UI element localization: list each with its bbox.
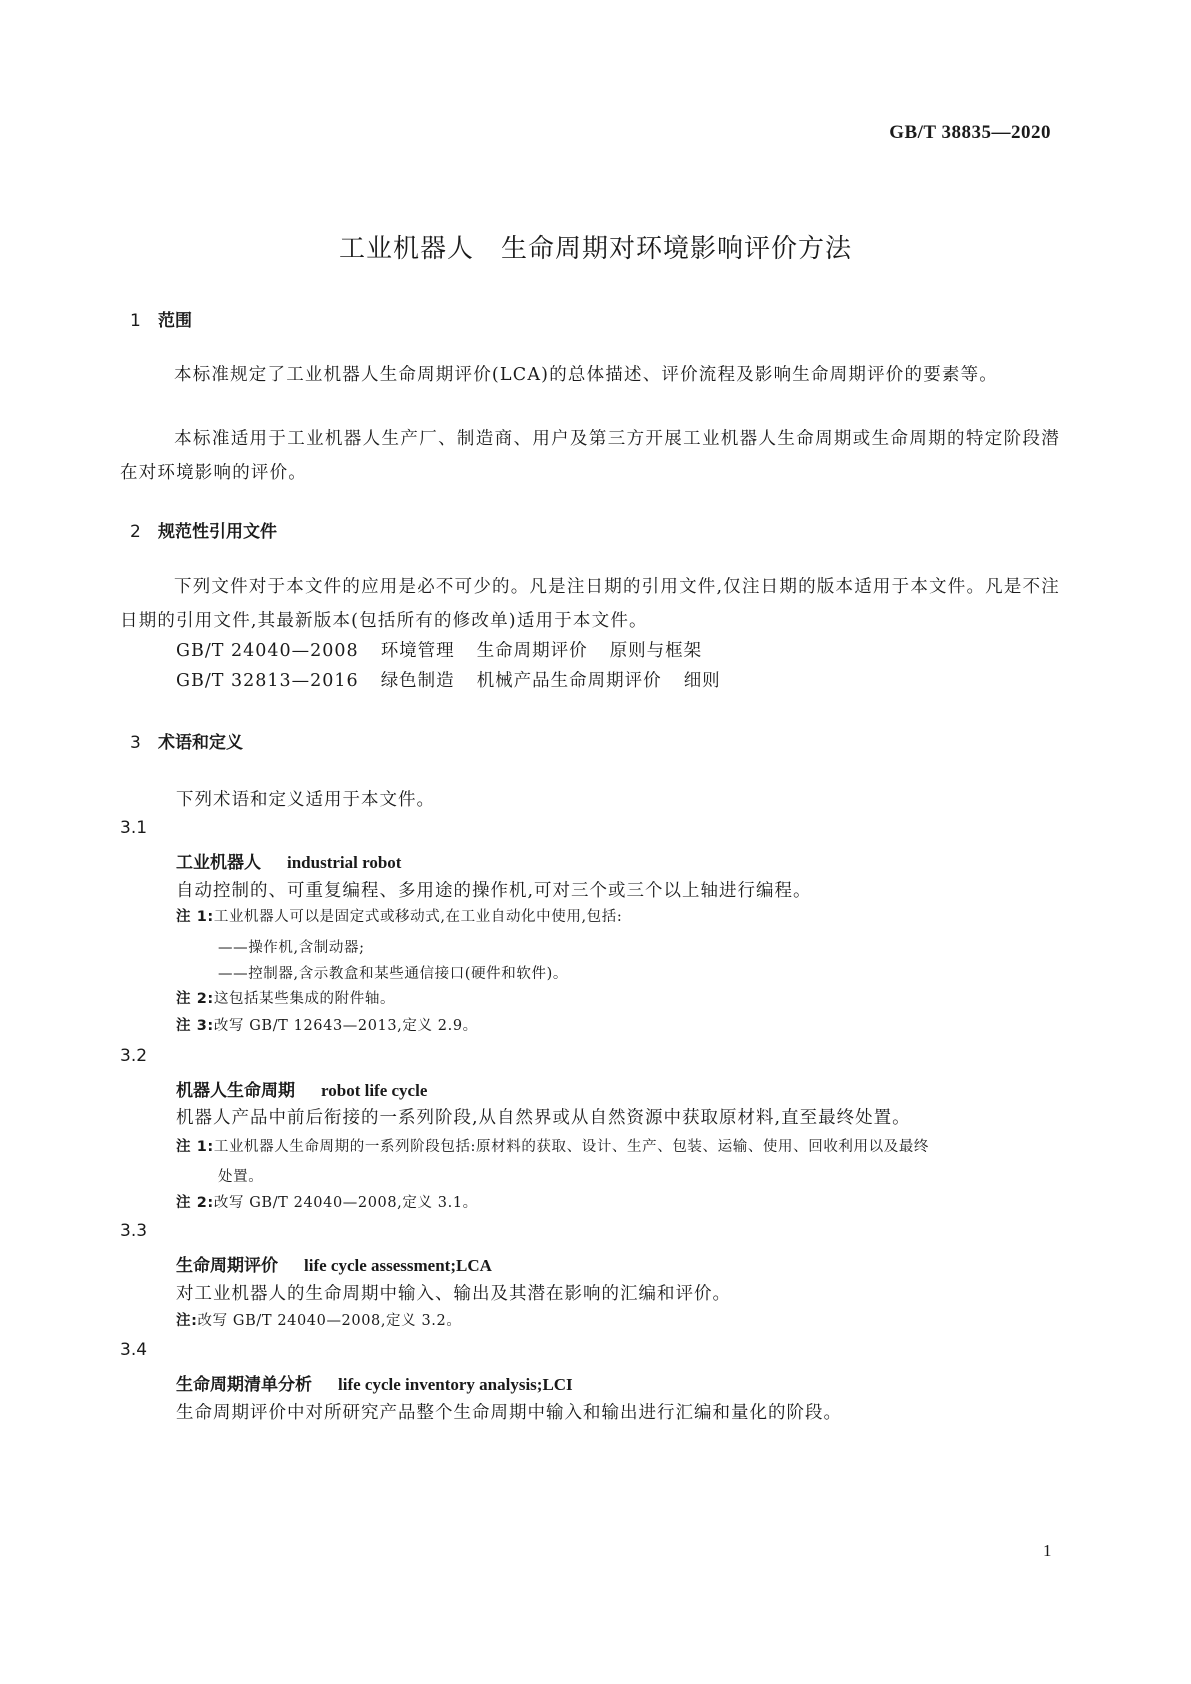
term-title [176,1076,427,1101]
term-number: 3.2 [120,1046,148,1066]
term-en: robot life cycle [321,1081,428,1100]
section-1-heading [130,306,192,331]
note [176,1306,1056,1336]
note-list-item: ——控制器,含示教盒和某些通信接口(硬件和软件)。 [218,966,568,982]
note-text: 工业机器人生命周期的一系列阶段包括:原材料的获取、设计、生产、包装、运输、使用、回收利用以及最终 [213,1139,930,1155]
section-2-heading [130,517,277,542]
term-zh: 生命周期评价 [176,1256,278,1276]
note [176,1132,1056,1192]
note [176,902,1056,932]
reference-code: GB/T 24040—2008 [176,641,359,661]
section-intro: 下列术语和定义适用于本文件。 [176,790,435,810]
term-title [176,848,401,873]
standard-number: GB/T 38835—2020 [889,122,1051,143]
section-title: 术语和定义 [158,733,243,753]
reference-part: 细则 [683,671,721,691]
reference-part: 环境管理 [380,641,455,661]
paragraph [120,422,1060,490]
term-zh: 生命周期清单分析 [176,1375,312,1395]
term-title [176,1251,492,1276]
note-text: 工业机器人可以是固定式或移动式,在工业自动化中使用,包括: [213,909,623,925]
page-number: 1 [1043,1541,1052,1560]
section-title: 范围 [158,311,192,331]
reference-part: 绿色制造 [380,671,455,691]
term-en: life cycle inventory analysis;LCI [338,1375,573,1394]
reference-part: 原则与框架 [609,641,703,661]
term-definition: 机器人产品中前后衔接的一系列阶段,从自然界或从自然资源中获取原材料,直至最终处置。 [176,1108,911,1128]
note-label: 注: [176,1313,198,1329]
note-label: 注 2: [176,1195,214,1211]
reference-item [176,637,702,662]
term-definition: 自动控制的、可重复编程、多用途的操作机,可对三个或三个以上轴进行编程。 [176,881,812,901]
section-number: 3 [130,733,141,753]
term-number: 3.3 [120,1221,148,1241]
note [176,1011,1056,1041]
document-title: 工业机器人 生命周期对环境影响评价方法 [338,234,852,264]
term-number: 3.1 [120,818,148,838]
paragraph [120,358,1060,392]
section-number: 2 [130,522,141,542]
note-text: 这包括某些集成的附件轴。 [213,991,396,1007]
section-3-heading [130,728,243,753]
section-title: 规范性引用文件 [158,522,277,542]
note-text: 改写 GB/T 12643—2013,定义 2.9。 [213,1018,478,1034]
note [176,984,1056,1014]
paragraph-text: 本标准规定了工业机器人生命周期评价(LCA)的总体描述、评价流程及影响生命周期评价的要素等。 [174,365,999,385]
section-number: 1 [130,311,141,331]
note-label: 注 1: [176,1139,214,1155]
note-label: 注 3: [176,1018,214,1034]
term-definition: 生命周期评价中对所研究产品整个生命周期中输入和输出进行汇编和量化的阶段。 [176,1403,842,1423]
term-en: life cycle assessment;LCA [304,1256,492,1275]
term-zh: 机器人生命周期 [176,1081,295,1101]
term-number: 3.4 [120,1340,148,1360]
note-text: 改写 GB/T 24040—2008,定义 3.1。 [213,1195,478,1211]
reference-code: GB/T 32813—2016 [176,671,359,691]
note-text: 改写 GB/T 24040—2008,定义 3.2。 [197,1313,462,1329]
note [176,1188,1056,1218]
term-definition: 对工业机器人的生命周期中输入、输出及其潜在影响的汇编和评价。 [176,1284,731,1304]
term-title [176,1370,573,1395]
note-label: 注 1: [176,909,214,925]
note-continuation: 处置。 [218,1169,264,1185]
paragraph-text: 本标准适用于工业机器人生产厂、制造商、用户及第三方开展工业机器人生命周期或生命周期的特定阶段潜在对环境影响的评价。 [120,429,1060,483]
reference-item [176,667,721,692]
term-zh: 工业机器人 [176,853,261,873]
reference-part: 机械产品生命周期评价 [476,671,662,691]
paragraph [120,570,1060,638]
reference-part: 生命周期评价 [476,641,588,661]
term-en: industrial robot [287,853,402,872]
note-label: 注 2: [176,991,214,1007]
paragraph-text: 下列文件对于本文件的应用是必不可少的。凡是注日期的引用文件,仅注日期的版本适用于本文件。凡是不注日期的引用文件,其最新版本(包括所有的修改单)适用于本文件。 [120,577,1060,631]
note-list-item: ——操作机,含制动器; [218,940,365,956]
